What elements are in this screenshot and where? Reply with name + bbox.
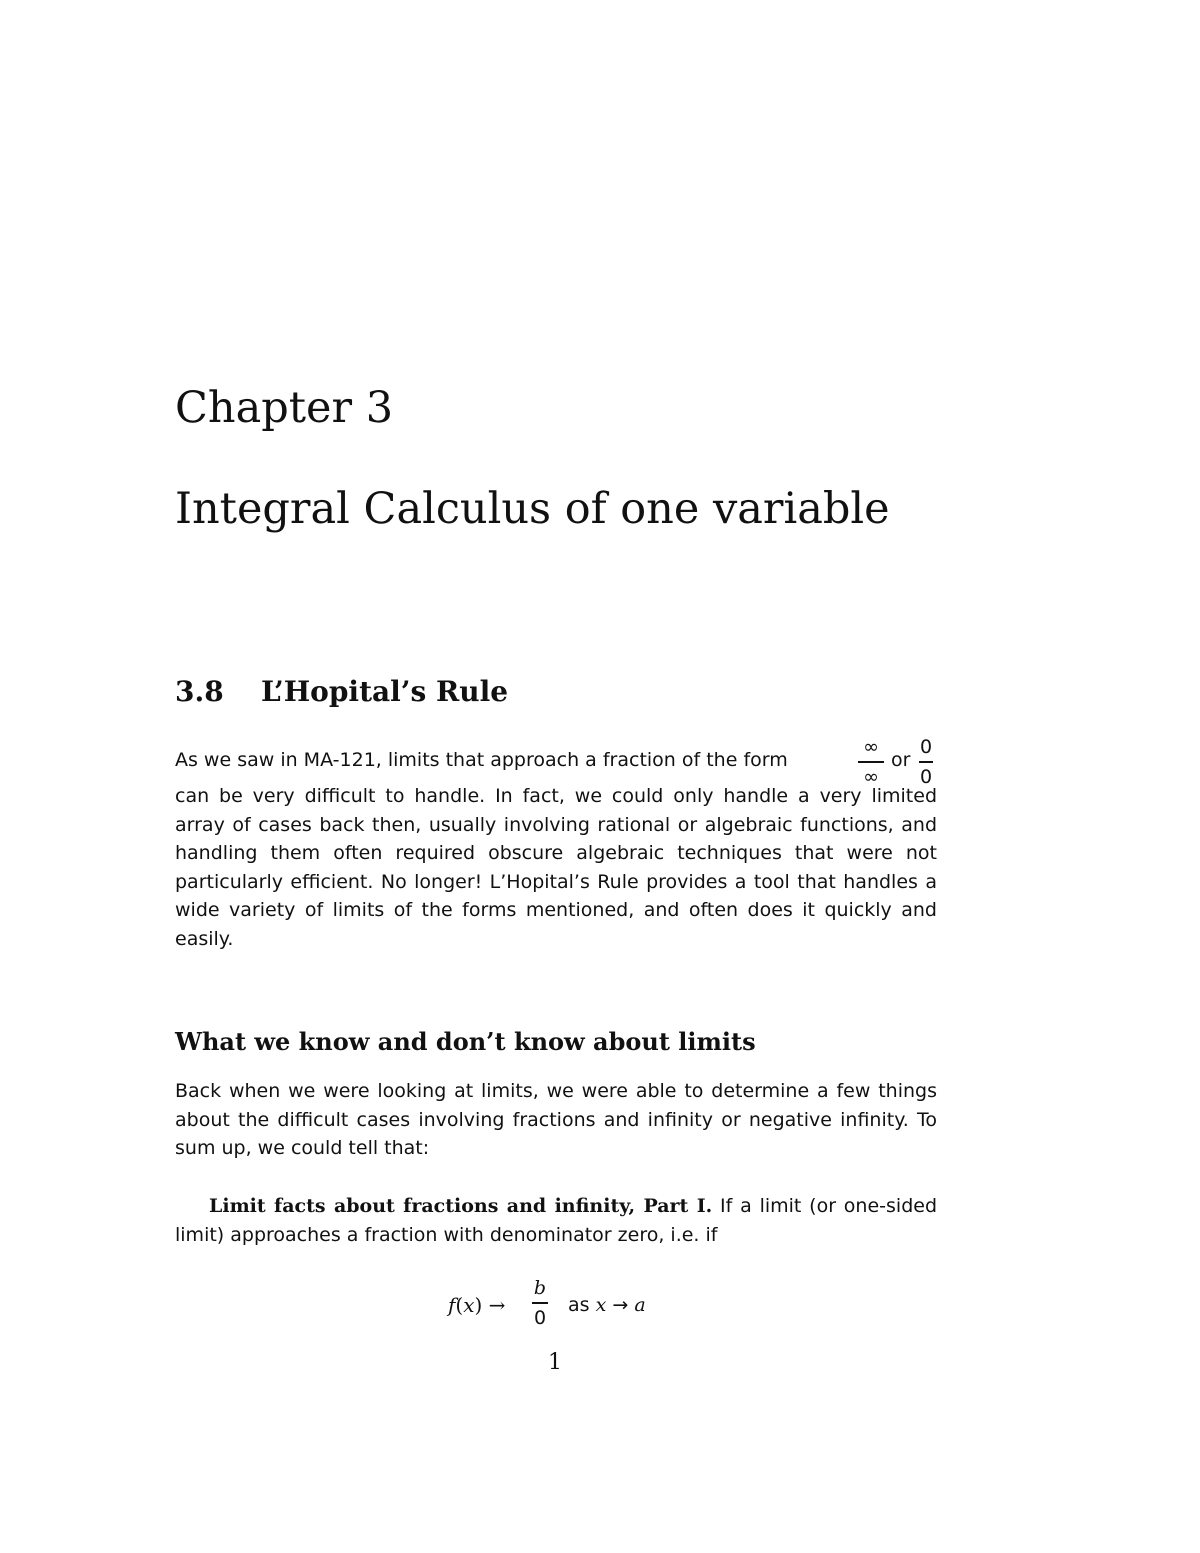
subsection-heading: What we know and don’t know about limits xyxy=(175,1027,756,1056)
intro-first-line xyxy=(175,736,937,788)
fraction-numerator: ∞ xyxy=(863,736,879,758)
limit-facts-text: If a limit (or one-sided limit) approaches a fraction with denominator zero, i.e. if xyxy=(175,1195,938,1246)
equation-variable: x xyxy=(463,1293,475,1317)
page-number: 1 xyxy=(548,1350,562,1375)
limit-facts-paragraph xyxy=(175,1192,937,1249)
fraction-bar xyxy=(858,761,884,763)
equation-function: f xyxy=(448,1293,456,1317)
fraction-numerator: b xyxy=(533,1277,547,1299)
equation-paren-open: ( xyxy=(455,1293,464,1317)
fraction-denominator: ∞ xyxy=(863,765,879,788)
zero-over-zero-fraction xyxy=(919,735,933,789)
condition-arrow: → xyxy=(606,1294,635,1316)
infinity-over-infinity-fraction xyxy=(858,735,884,789)
fraction-denominator: 0 xyxy=(919,765,933,788)
chapter-title: Integral Calculus of one variable xyxy=(175,484,890,534)
section-heading xyxy=(175,672,508,712)
or-connector: or xyxy=(891,749,911,771)
condition-target: a xyxy=(634,1294,646,1316)
limit-facts-runin-heading: Limit facts about fractions and infinity, Part I. xyxy=(209,1195,713,1217)
display-equation xyxy=(448,1278,678,1338)
equation-arrow: → xyxy=(482,1293,506,1317)
fraction-bar xyxy=(532,1302,548,1304)
intro-lead-text: As we saw in MA-121, limits that approach a fraction of the form xyxy=(175,749,788,771)
condition-variable: x xyxy=(595,1294,607,1316)
fraction-numerator: 0 xyxy=(919,736,933,758)
equation-condition xyxy=(568,1294,646,1316)
fraction-denominator: 0 xyxy=(533,1306,547,1329)
intro-paragraph: can be very difficult to handle. In fact, we could only handle a very limited array of cases back then, usually involving rational or algebraic functions, and handling them often required obscure algebraic techniques that were not particularly efficient. No longer! L’Hopital’s Rule provides a tool that handles a wide variety of limits of the forms mentioned, and often does it quickly and easily. xyxy=(175,785,937,950)
equation-paren-close: ) xyxy=(474,1293,483,1317)
limits-summary-paragraph: Back when we were looking at limits, we were able to determine a few things about the difficult cases involving fractions and infinity or negative infinity. To sum up, we could tell that: xyxy=(175,1080,937,1159)
equation-lhs xyxy=(448,1293,505,1317)
section-title: L’Hopital’s Rule xyxy=(261,675,509,708)
chapter-label: Chapter 3 xyxy=(175,383,394,433)
fraction-bar xyxy=(919,761,933,763)
condition-word: as xyxy=(568,1294,590,1316)
section-number: 3.8 xyxy=(175,675,224,708)
b-over-zero-fraction xyxy=(532,1276,548,1330)
